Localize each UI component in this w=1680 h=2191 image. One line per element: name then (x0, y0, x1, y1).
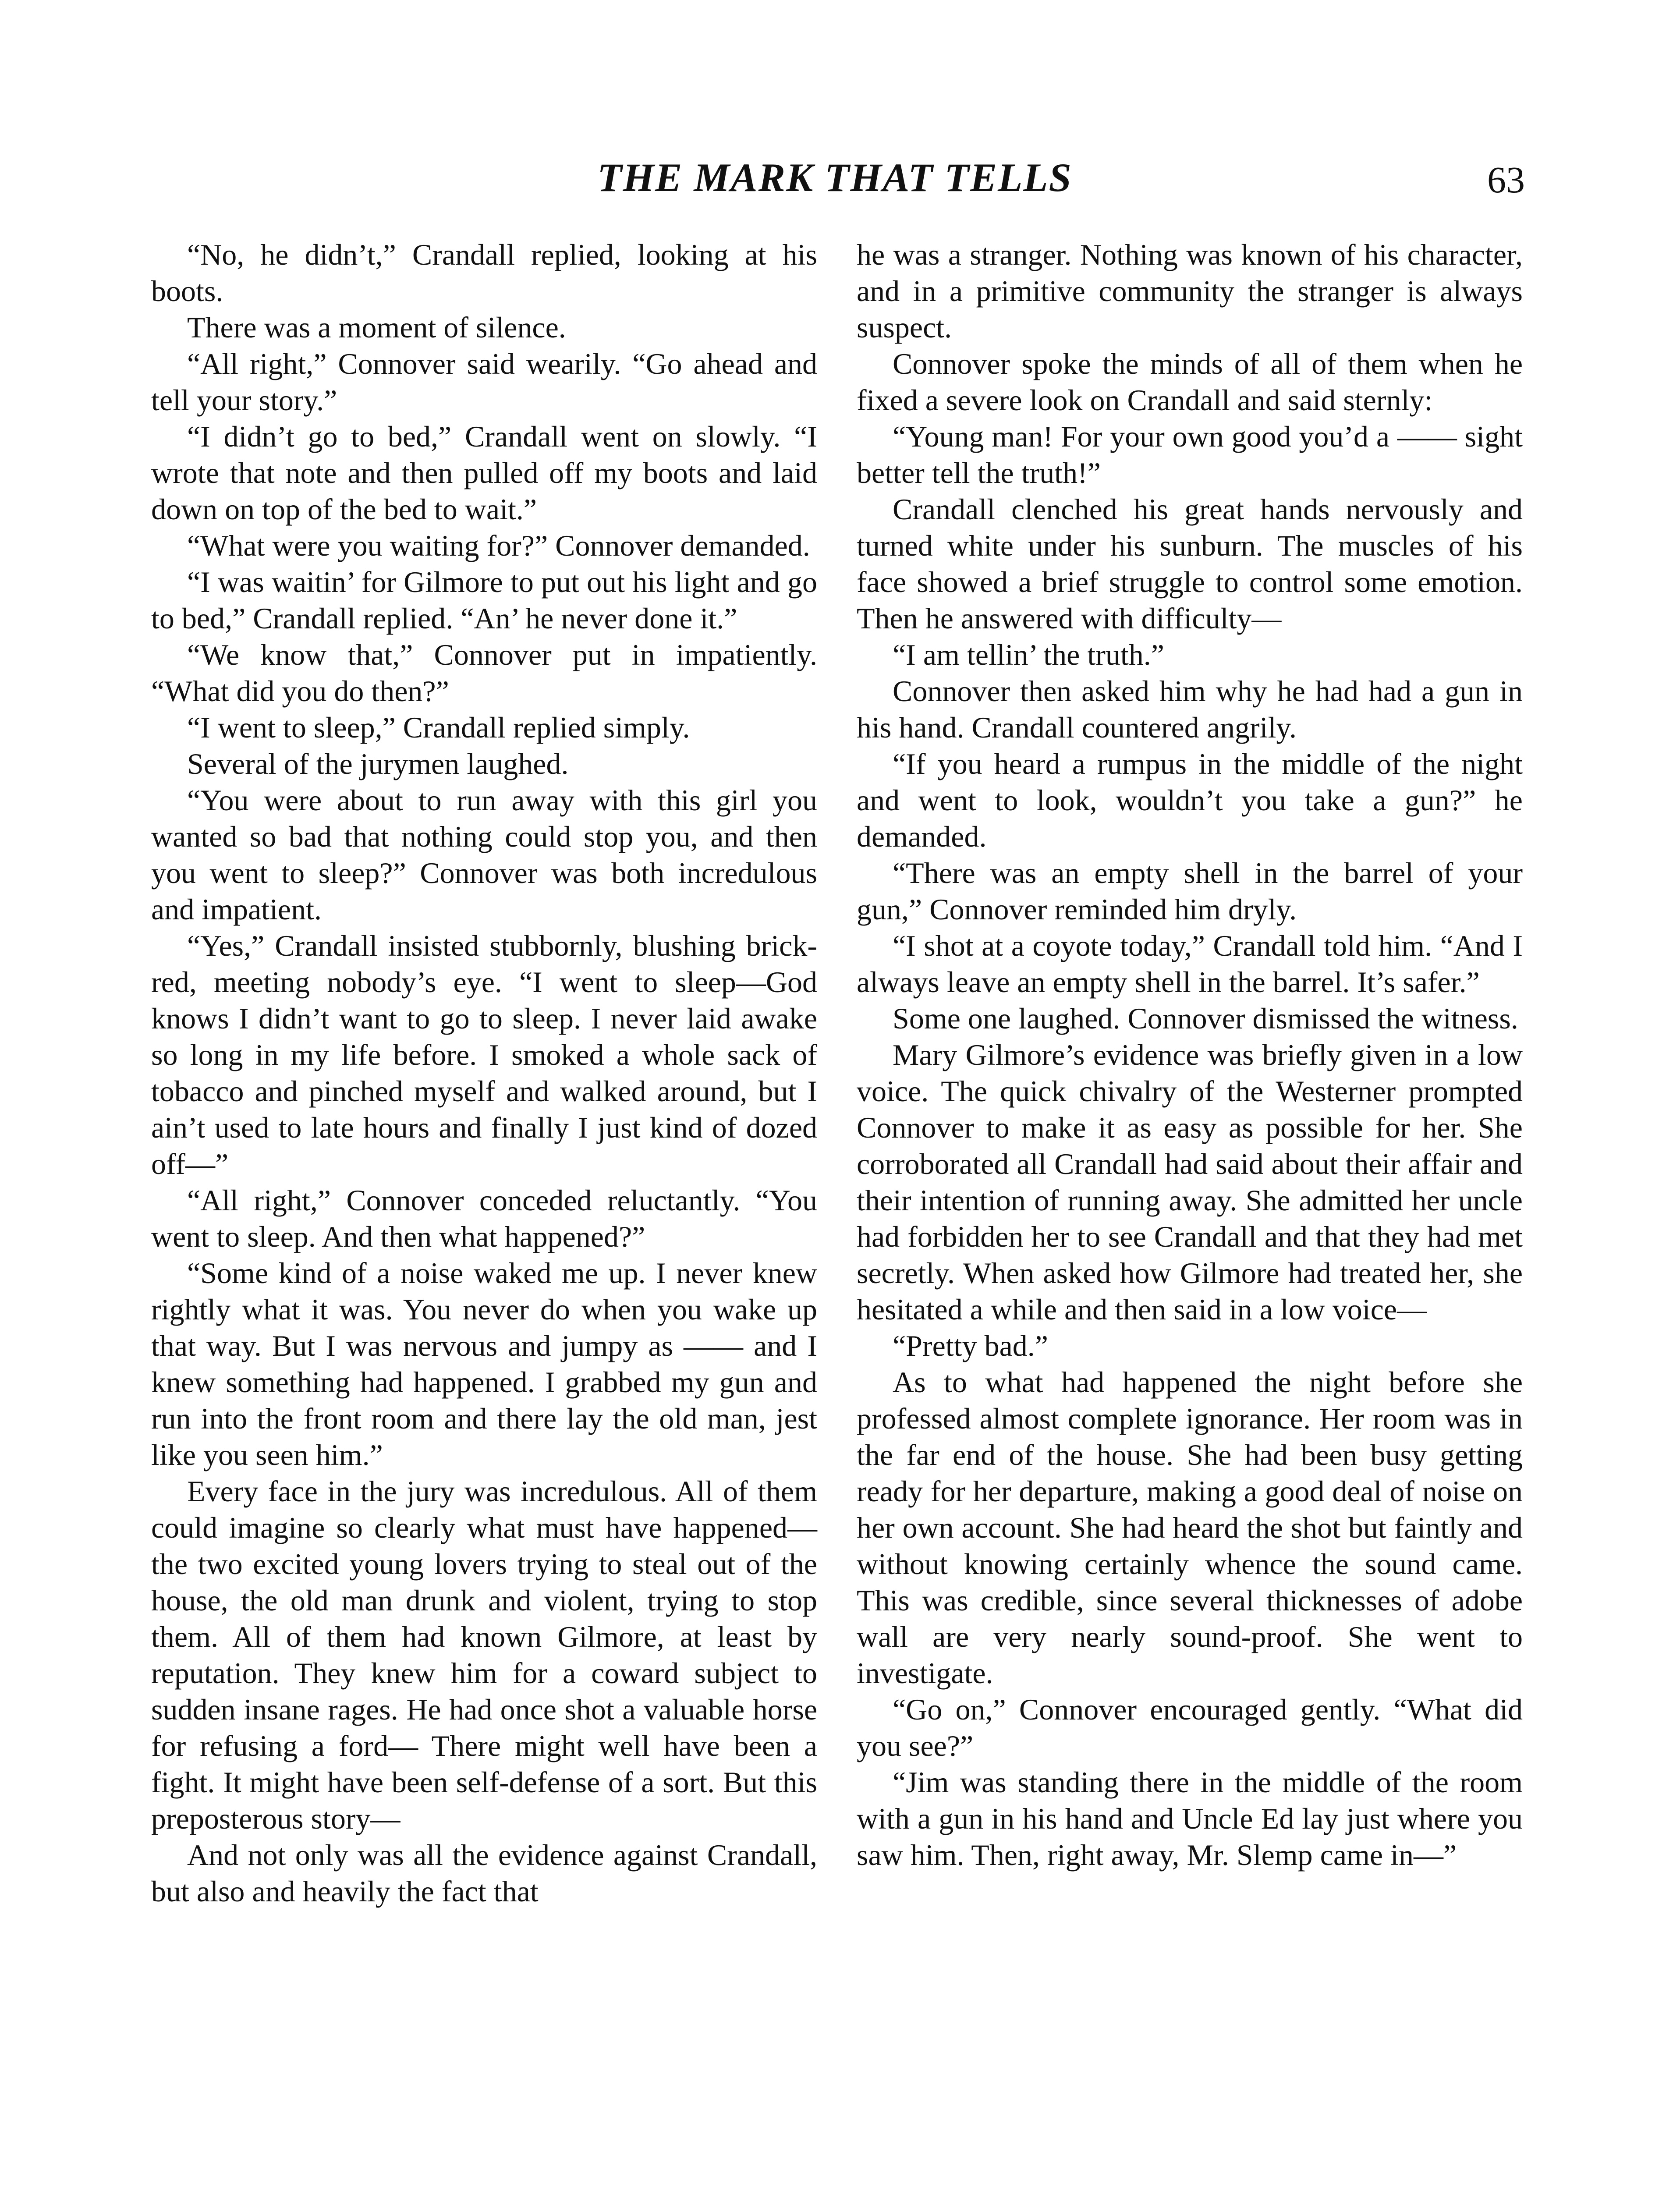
paragraph: “Young man! For your own good you’d a —— sight better tell the truth!” (857, 420, 1523, 489)
paragraph: “I am tellin’ the truth.” (893, 638, 1164, 671)
paragraph: “We know that,” Connover put in impatiently. “What did you do then?” (151, 638, 817, 708)
paragraph: And not only was all the evidence against Crandall, but also and heavily the fact that (151, 1838, 817, 1908)
paragraph: “I went to sleep,” Crandall replied simply. (187, 711, 690, 744)
paragraph: “All right,” Connover conceded reluctantly. “You went to sleep. And then what happened?” (151, 1184, 817, 1253)
paragraph: “All right,” Connover said wearily. “Go ahead and tell your story.” (151, 347, 817, 417)
page-number: 63 (1487, 159, 1525, 201)
paragraph: As to what had happened the night before she professed almost complete ignorance. Her room was in the far end of the house. She had been busy getting ready for her departure, making a good deal of noise on her own account. She had heard the shot but faintly and without knowing certainly whence the sound came. This was credible, since several thicknesses of adobe wall are very nearly sound-proof. She went to investigate. (857, 1365, 1523, 1690)
paragraph: “I didn’t go to bed,” Crandall went on slowly. “I wrote that note and then pulled off my boots and laid down on top of the bed to wait.” (151, 420, 817, 526)
right-column (857, 237, 1523, 1873)
paragraph: “There was an empty shell in the barrel of your gun,” Connover reminded him dryly. (857, 856, 1523, 926)
paragraph: Connover then asked him why he had had a gun in his hand. Crandall countered angrily. (857, 674, 1523, 744)
paragraph: Several of the jurymen laughed. (187, 747, 569, 780)
paragraph: “Jim was standing there in the middle of the room with a gun in his hand and Uncle Ed lay just where you saw him. Then, right away, Mr. Slemp came in—” (857, 1766, 1523, 1872)
paragraph: “Yes,” Crandall insisted stubbornly, blushing brick-red, meeting nobody’s eye. “I went to sleep—God knows I didn’t want to go to sleep. I never laid awake so long in my life before. I smoked a whole sack of tobacco and pinched myself and walked around, but I ain’t used to late hours and finally I just kind of dozed off—” (151, 929, 817, 1181)
paragraph: “Pretty bad.” (893, 1329, 1048, 1362)
paragraph: “I shot at a coyote today,” Crandall told him. “And I always leave an empty shell in the barrel. It’s safer.” (857, 929, 1523, 999)
paragraph: Connover spoke the minds of all of them when he fixed a severe look on Crandall and said sternly: (857, 347, 1523, 417)
paragraph: “No, he didn’t,” Crandall replied, looking at his boots. (151, 238, 817, 308)
paragraph: “If you heard a rumpus in the middle of the night and went to look, wouldn’t you take a gun?” he demanded. (857, 747, 1523, 853)
paragraph: “I was waitin’ for Gilmore to put out his light and go to bed,” Crandall replied. “An’ he never done it.” (151, 565, 817, 635)
page-header (145, 149, 1525, 215)
running-title: THE MARK THAT TELLS (597, 155, 1072, 200)
paragraph: “Go on,” Connover encouraged gently. “What did you see?” (857, 1693, 1523, 1762)
paragraph: Some one laughed. Connover dismissed the witness. (893, 1002, 1518, 1035)
paragraph: There was a moment of silence. (187, 311, 566, 344)
paragraph: “You were about to run away with this girl you wanted so bad that nothing could stop you, and then you went to sleep?” Connover was both incredulous and impatient. (151, 784, 817, 926)
paragraph: Mary Gilmore’s evidence was briefly given in a low voice. The quick chivalry of the Westerner prompted Connover to make it as easy as possible for her. She corroborated all Crandall had said about their affair and their intention of running away. She admitted her uncle had forbidden her to see Crandall and that they had met secretly. When asked how Gilmore had treated her, she hesitated a while and then said in a low voice— (857, 1038, 1523, 1326)
paragraph: Every face in the jury was incredulous. All of them could imagine so clearly what must have happened—the two excited young lovers trying to steal out of the house, the old man drunk and violent, trying to stop them. All of them had known Gilmore, at least by reputation. They knew him for a coward subject to sudden insane rages. He had once shot a valuable horse for refusing a ford— There might well have been a fight. It might have been self-defense of a sort. But this preposterous story— (151, 1475, 817, 1835)
paragraph: Crandall clenched his great hands nervously and turned white under his sunburn. The muscles of his face showed a brief struggle to control some emotion. Then he answered with difficulty— (857, 493, 1523, 635)
paragraph: “What were you waiting for?” Connover demanded. (187, 529, 810, 562)
paragraph-continuation: he was a stranger. Nothing was known of his character, and in a primitive community the stranger is always suspect. (857, 238, 1523, 344)
paragraph: “Some kind of a noise waked me up. I never knew rightly what it was. You never do when you wake up that way. But I was nervous and jumpy as —— and I knew something had happened. I grabbed my gun and run into the front room and there lay the old man, jest like you seen him.” (151, 1256, 817, 1471)
left-column (151, 237, 817, 1910)
